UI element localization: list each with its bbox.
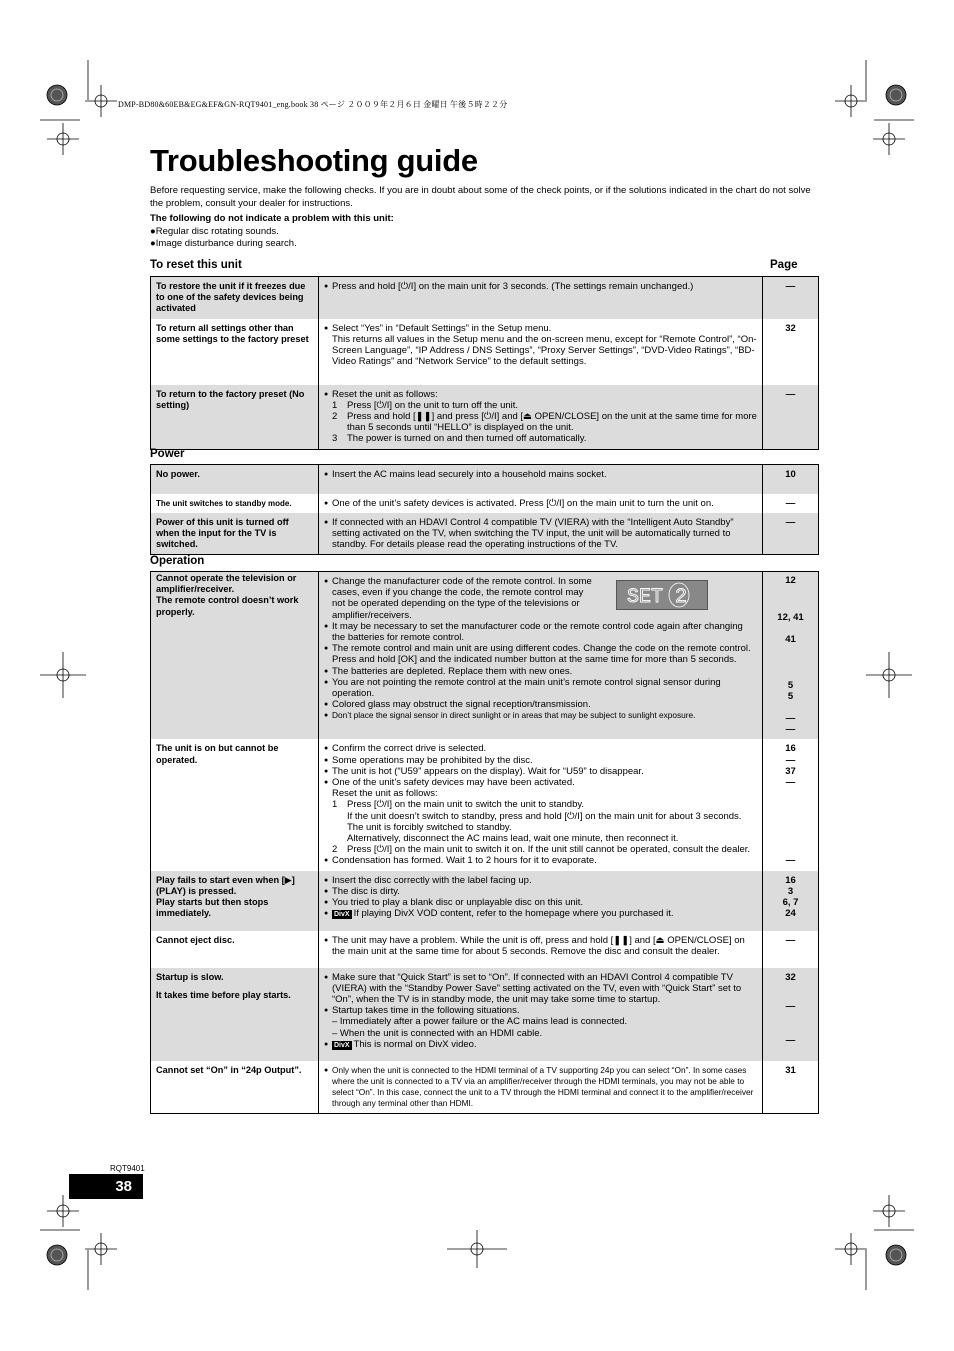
step-number: 3 — [332, 433, 338, 445]
page-ref: 5 — [787, 690, 794, 702]
intro-bold: The following do not indicate a problem with this unit: — [150, 213, 394, 224]
solution-text: ● One of the unit’s safety devices is activated. Press [⏻/I] on the main unit to turn the unit on. — [324, 498, 757, 509]
page-ref: — — [785, 724, 796, 736]
solution-text: ● Don’t place the signal sensor in direct sunlight or in areas that may be subject to sunlight exposure. — [324, 710, 757, 721]
step-number: 1 — [332, 399, 338, 411]
solution-text: This is normal on DivX video. — [353, 1038, 477, 1050]
table-row — [151, 465, 819, 494]
page-ref: — — [763, 931, 819, 968]
problem-cell: Play starts but then stops immediately. — [156, 897, 269, 919]
page-ref: 24 — [785, 908, 796, 920]
table-row — [151, 319, 819, 385]
step-text: Press [⏻/I] on the main unit to switch it on. If the unit still cannot be operated, consult the dealer. — [347, 844, 751, 856]
step-number: 1 — [332, 799, 338, 811]
solution-text: ● Change the manufacturer code of the remote control. In some cases, even if you change the code, the remote control may not be operated depending on the type of the televisions or amplifier/receivers. — [324, 576, 597, 621]
page-column-header: Page — [770, 259, 798, 271]
lcd-display-image — [616, 580, 708, 610]
power-table — [150, 464, 819, 555]
page-ref: — — [785, 1000, 796, 1012]
problem-cell: Play fails to start even when [▶] (PLAY) is pressed. — [156, 874, 295, 896]
solution-text: ● You are not pointing the remote control at the main unit’s remote control signal sensor during operation. — [324, 677, 757, 699]
document-code: RQT9401 — [110, 1164, 145, 1173]
step-number: 2 — [332, 411, 338, 423]
solution-text: ● Colored glass may obstruct the signal reception/transmission. — [324, 699, 757, 710]
table-row — [151, 572, 819, 740]
step-text: Alternatively, disconnect the AC mains lead, wait one minute, then reconnect it. — [347, 833, 679, 845]
solution-text: If playing DivX VOD content, refer to the homepage where you purchased it. — [353, 908, 674, 920]
step-text: Press and hold [❚❚] and press [⏻/I] and [⏏ OPEN/CLOSE] on the unit at the same time for more than 5 seconds until “HELLO” is displayed on the unit. — [347, 411, 757, 434]
solution-text: ● The disc is dirty. — [324, 886, 757, 897]
step-number: 2 — [332, 844, 338, 856]
problem-cell: It takes time before play starts. — [156, 989, 291, 1000]
problem-cell: To return to the factory preset (No setting) — [151, 385, 319, 450]
table-row — [151, 277, 819, 319]
divx-logo-icon: DivX — [334, 911, 350, 919]
problem-cell: Cannot eject disc. — [151, 931, 319, 968]
solution-text: ● Press and hold [⏻/I] on the main unit for 3 seconds. (The settings remain unchanged.) — [324, 281, 757, 292]
solution-text: ● It may be necessary to set the manufacturer code or the remote control code again after changing the batteries for remote control. — [324, 621, 757, 643]
solution-text: ● The batteries are depleted. Replace them with new ones. — [324, 666, 757, 677]
solution-text: Reset the unit as follows: — [332, 788, 438, 800]
table-row — [151, 931, 819, 968]
solution-text: ● The unit is hot (“U59” appears on the display). Wait for “U59” to disappear. — [324, 766, 757, 777]
solution-text: ● Condensation has formed. Wait 1 to 2 hours for it to evaporate. — [324, 855, 757, 866]
page-ref: 12 — [785, 575, 796, 586]
intro-bullet-1: ●Regular disc rotating sounds. — [150, 225, 279, 237]
solution-text: This returns all values in the Setup menu and the on-screen menu, except for “Remote Control”, “On-Screen Language”, “IP Address / DNS Settings”, “Proxy Server Settings”, “DVD-Video Ratings”, “BD-Video Ratings” and “Network Service” to the default settings. — [332, 333, 757, 368]
problem-cell: Cannot operate the television or amplifier/receiver. — [156, 573, 297, 595]
page-ref: 6, 7 — [782, 897, 799, 909]
solution-text: ● Only when the unit is connected to the HDMI terminal of a TV supporting 24p you can select “On”. In some cases where the unit is connected to a TV via an amplifier/receiver through the HDMI terminals, you may not be able to select “On”. In this case, connect the unit to a TV through the HDMI terminal and connect it to the amplifier/receiver through any terminal other than HDMI. — [324, 1065, 757, 1110]
solution-text: ● The remote control and main unit are using different codes. Change the code on the remote control. — [324, 643, 757, 654]
solution-text: ● You tried to play a blank disc or unplayable disc on this unit. — [324, 897, 757, 908]
page-ref: 32 — [785, 971, 796, 983]
table-row — [151, 968, 819, 1061]
page-ref: 16 — [785, 743, 796, 755]
page-ref: — — [785, 855, 796, 867]
solution-text: ● Startup takes time in the following situations. — [324, 1005, 757, 1016]
page-title: Troubleshooting guide — [150, 143, 478, 178]
table-row — [151, 1061, 819, 1114]
section-reset: To reset this unit — [150, 259, 242, 271]
page-ref: 12, 41 — [777, 612, 804, 624]
solution-text: ● Reset the unit as follows: — [324, 389, 757, 400]
page-ref: 10 — [763, 465, 819, 494]
problem-cell: Startup is slow. — [156, 971, 224, 982]
solution-text: ● Select “Yes” in “Default Settings” in the Setup menu. — [324, 323, 757, 334]
page-ref: 3 — [787, 885, 794, 897]
problem-cell: Cannot set “On” in “24p Output”. — [151, 1061, 319, 1114]
intro — [150, 185, 820, 251]
solution-text: Press and hold [OK] and the indicated number button at the same time for more than 5 seconds. — [332, 654, 737, 666]
page-ref: — — [763, 385, 819, 450]
solution-text: ● One of the unit’s safety devices may have been activated. — [324, 777, 757, 788]
problem-cell: No power. — [151, 465, 319, 494]
page-ref: — — [785, 1035, 796, 1047]
table-row — [151, 494, 819, 513]
solution-text: ● The unit may have a problem. While the unit is off, press and hold [❚❚] and [⏏ OPEN/CLOSE] on the main unit at the same time for about 5 seconds. Remove the disc and consult the dealer. — [324, 935, 757, 957]
problem-cell: To restore the unit if it freezes due to one of the safety devices being activated — [151, 277, 319, 319]
problem-cell: The unit is on but cannot be operated. — [151, 739, 319, 870]
solution-text: ● Insert the AC mains lead securely into a household mains socket. — [324, 469, 757, 480]
table-row — [151, 739, 819, 870]
step-text: Press [⏻/I] on the unit to turn off the unit. — [347, 399, 519, 411]
section-operation: Operation — [150, 555, 205, 567]
reset-table — [150, 276, 819, 450]
page-ref: — — [763, 277, 819, 319]
page-ref: 32 — [763, 319, 819, 385]
solution-text: ● Confirm the correct drive is selected. — [324, 743, 757, 754]
solution-text: – Immediately after a power failure or the AC mains lead is connected. — [332, 1016, 628, 1028]
problem-cell: To return all settings other than some settings to the factory preset — [151, 319, 319, 385]
page-ref: 41 — [785, 634, 796, 646]
intro-text: Before requesting service, make the following checks. If you are in doubt about some of the check points, or if the solutions indicated in the chart do not solve the problem, consult your dealer for instructions. — [150, 185, 811, 209]
problem-cell: Power of this unit is turned off when the input for the TV is switched. — [151, 513, 319, 555]
intro-bullet-2: ●Image disturbance during search. — [150, 238, 297, 249]
step-text: Press [⏻/I] on the main unit to switch the unit to standby. — [347, 799, 585, 811]
problem-cell: The unit switches to standby mode. — [151, 494, 319, 513]
page-ref: 5 — [787, 679, 794, 691]
step-text: If the unit doesn’t switch to standby, press and hold [⏻/I] on the main unit for about 3 seconds. The unit is forcibly switched to standby. — [347, 810, 742, 833]
operation-table — [150, 571, 819, 1114]
solution-text: ● If connected with an HDAVI Control 4 compatible TV (VIERA) with the “Intelligent Auto Standby” setting activated on the TV, when switching the TV input, the unit will be automatically turned to standby. For details please read the operating instructions of the TV. — [324, 517, 757, 551]
page-number: 38 — [69, 1174, 143, 1199]
page-ref: — — [763, 494, 819, 513]
solution-text: – When the unit is connected with an HDMI cable. — [332, 1027, 543, 1039]
page-ref: 37 — [785, 765, 796, 777]
lcd-text: SET 2 — [627, 586, 688, 609]
page-ref: — — [785, 754, 796, 766]
page-ref: — — [763, 513, 819, 555]
step-text: The power is turned on and then turned off automatically. — [347, 433, 587, 445]
lcd-set-code-icon — [617, 581, 707, 609]
page-ref: — — [785, 777, 796, 789]
print-header: DMP-BD80&60EB&EG&EF&GN-RQT9401_eng.book 38 ページ ２００９年２月６日 金曜日 午後５時２２分 — [118, 100, 508, 109]
table-row — [151, 385, 819, 450]
solution-text: ● Insert the disc correctly with the label facing up. — [324, 875, 757, 886]
page-ref: — — [785, 713, 796, 725]
table-row — [151, 513, 819, 555]
page-ref: 31 — [763, 1061, 819, 1114]
problem-cell: The remote control doesn’t work properly. — [156, 595, 299, 617]
solution-text: ● Some operations may be prohibited by the disc. — [324, 755, 757, 766]
section-power: Power — [150, 448, 185, 460]
page-ref: 16 — [785, 874, 796, 886]
solution-text: ● Make sure that “Quick Start” is set to “On”. If connected with an HDAVI Control 4 compatible TV (VIERA) with the “Standby Power Save” setting activated on the TV, even with “Quick Start” set to “On”, when the TV is in standby mode, the unit may take some time to startup. — [324, 972, 757, 1006]
divx-logo-icon: DivX — [334, 1041, 350, 1049]
table-row — [151, 871, 819, 931]
